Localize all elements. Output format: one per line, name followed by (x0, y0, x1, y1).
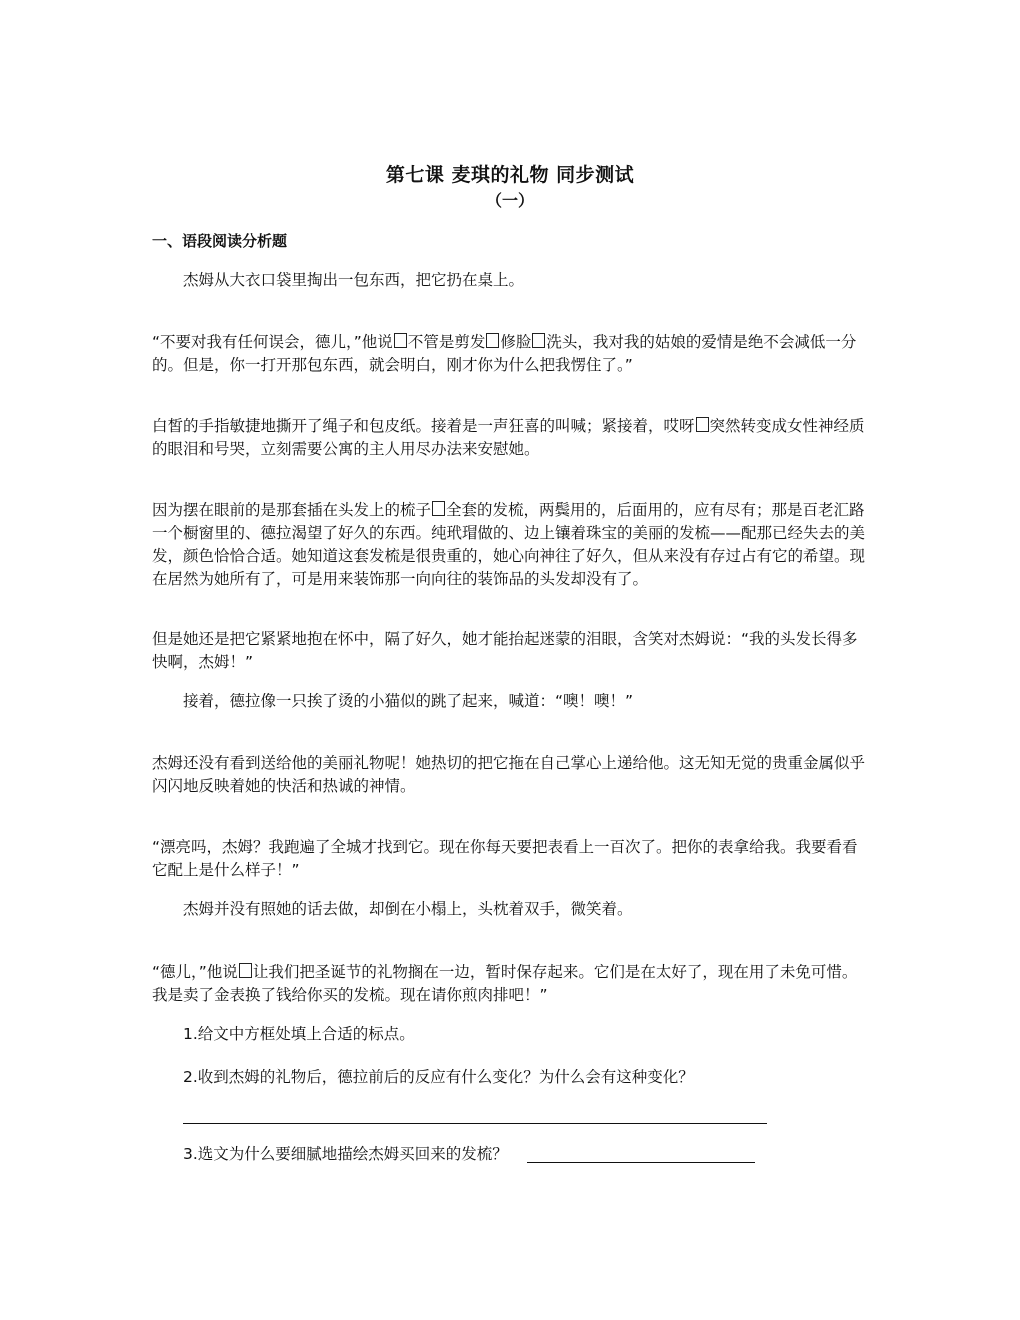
question-3: 3.选文为什么要细腻地描绘杰姆买回来的发梳？ (183, 1145, 508, 1163)
page-subtitle: （一） (485, 191, 534, 210)
page-title: 第七课 麦琪的礼物 同步测试 (385, 164, 635, 186)
paragraph-4: 因为摆在眼前的是那套插在头发上的梳子 全套的发梳，两鬓用的，后面用的，应有尽有；那是百老汇路一个橱窗里的、德拉渴望了好久的东西。纯玳瑁做的、边上镶着珠宝的美丽的发梳——配那已经失去的美发，颜色恰恰合适。她知道这套发梳是很贵重的，她心向神往了好久，但从来没有存过占有它的希望。现在居然为她所有了，可是用来装饰那一向向往的装饰品的头发却没有了。 (152, 501, 866, 588)
blank-box[interactable] (239, 963, 252, 978)
question-2: 2.收到杰姆的礼物后，德拉前后的反应有什么变化？为什么会有这种变化？ (183, 1068, 694, 1086)
paragraph-9: 杰姆并没有照她的话去做，却倒在小榻上，头枕着双手，微笑着。 (183, 900, 633, 918)
paragraph-10: “德儿，”他说 让我们把圣诞节的礼物搁在一边，暂时保存起来。它们是在太好了，现在用了未免可惜。我是卖了金表换了钱给你买的发梳。现在请你煎肉排吧！” (152, 963, 858, 1004)
paragraph-5: 但是她还是把它紧紧地抱在怀中，隔了好久，她才能抬起迷蒙的泪眼，含笑对杰姆说：“我的头发长得多快啊，杰姆！” (152, 630, 858, 671)
blank-box[interactable] (432, 501, 445, 516)
section-heading: 一、语段阅读分析题 (152, 232, 288, 250)
blank-box[interactable] (394, 333, 407, 348)
blank-box[interactable] (696, 417, 709, 432)
paragraph-3: 白皙的手指敏捷地撕开了绳子和包皮纸。接着是一声狂喜的叫喊；紧接着，哎呀 突然转变成女性神经质的眼泪和号哭，立刻需要公寓的主人用尽办法来安慰她。 (152, 417, 865, 458)
answer-line-q3[interactable] (527, 1162, 755, 1163)
paragraph-6: 接着，德拉像一只挨了烫的小猫似的跳了起来，喊道：“噢！噢！” (183, 692, 634, 710)
blank-box[interactable] (532, 333, 545, 348)
question-1: 1.给文中方框处填上合适的标点。 (183, 1025, 415, 1043)
paragraph-2: “不要对我有任何误会，德儿，”他说 不管是剪发 修脸 洗头，我对我的姑娘的爱情是绝不会减低一分的。但是，你一打开那包东西，就会明白，刚才你为什么把我愣住了。” (152, 333, 857, 374)
blank-box[interactable] (486, 333, 499, 348)
answer-line-q2[interactable] (183, 1123, 767, 1124)
paragraph-7: 杰姆还没有看到送给他的美丽礼物呢！她热切的把它拖在自己掌心上递给他。这无知无觉的贵重金属似乎闪闪地反映着她的快活和热诚的神情。 (152, 754, 866, 795)
paragraph-8: “漂亮吗，杰姆？我跑遍了全城才找到它。现在你每天要把表看上一百次了。把你的表拿给我。我要看看它配上是什么样子！” (152, 838, 858, 879)
paragraph-1: 杰姆从大衣口袋里掏出一包东西，把它扔在桌上。 (183, 271, 525, 289)
